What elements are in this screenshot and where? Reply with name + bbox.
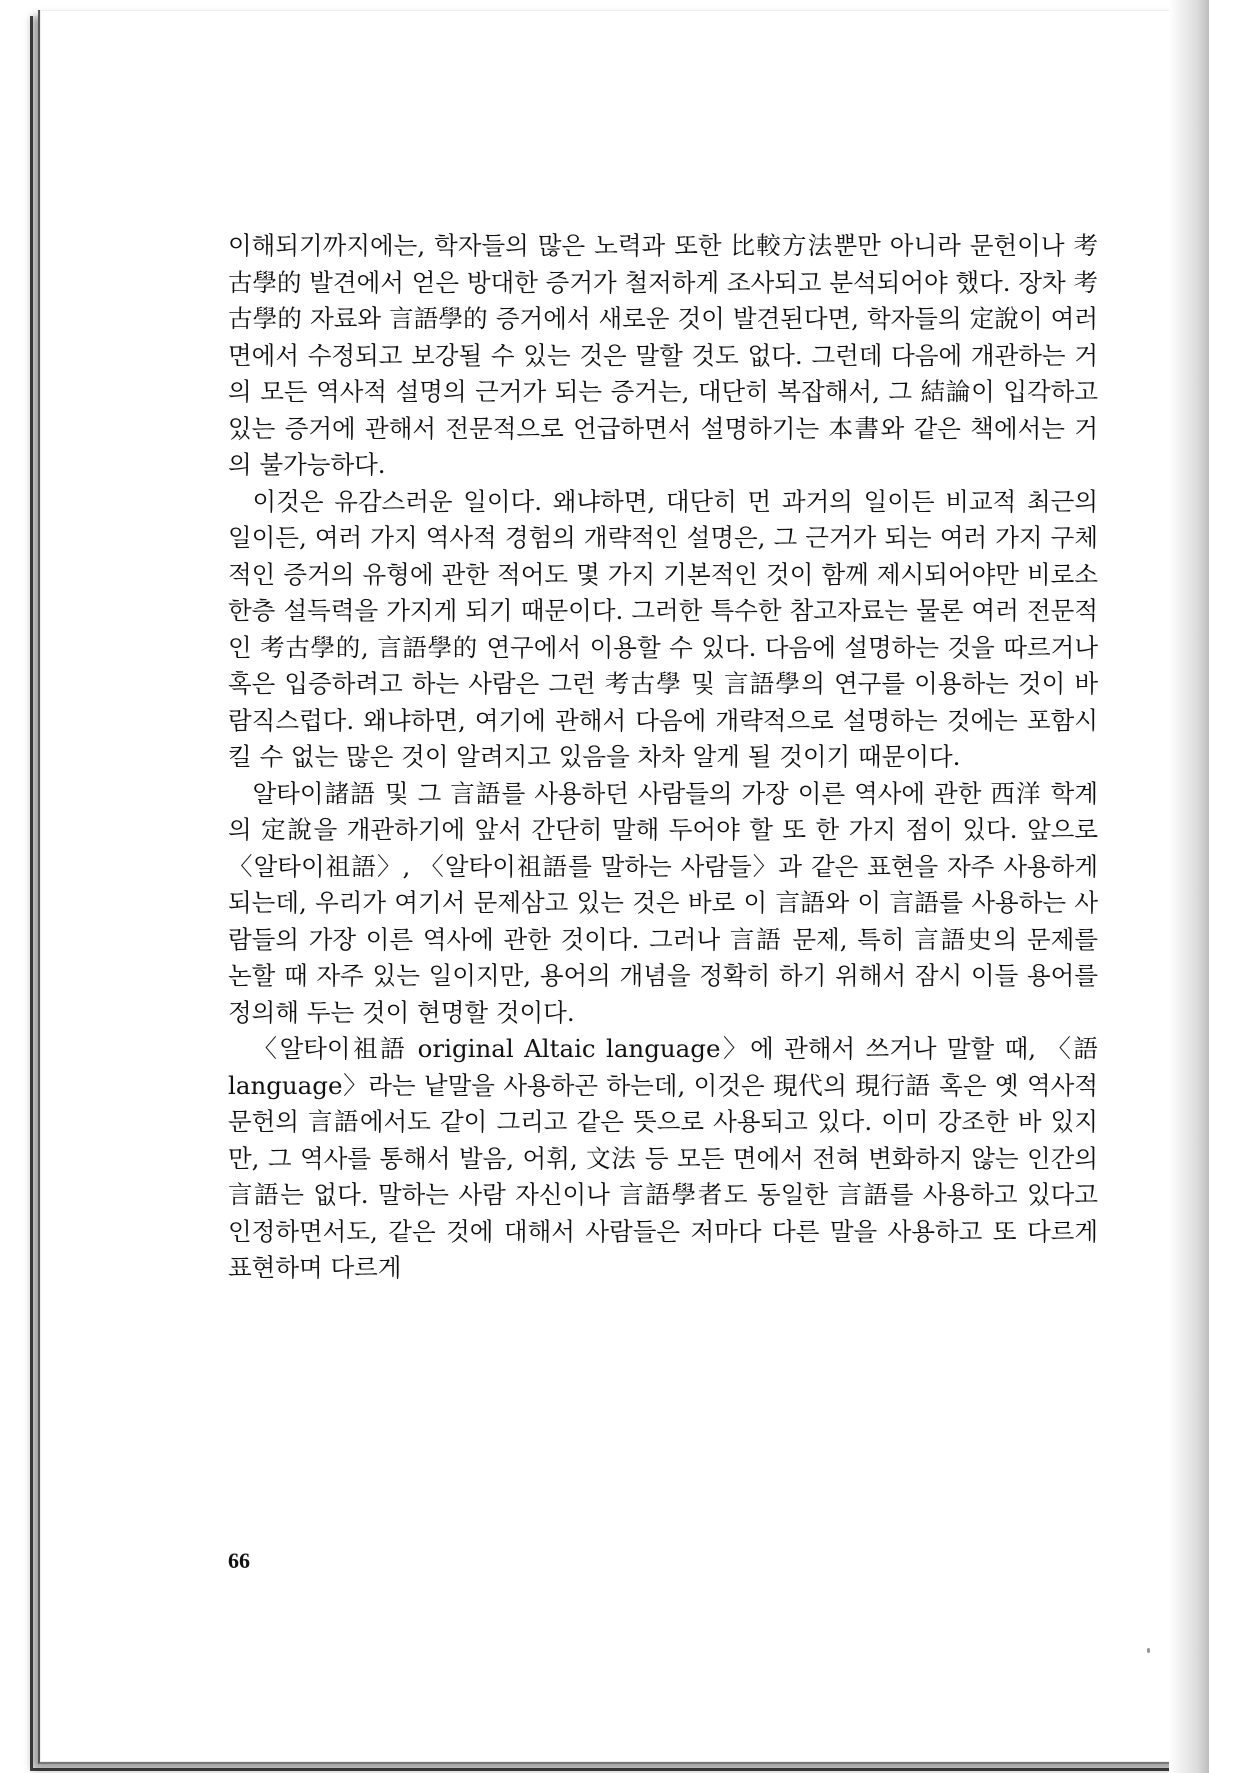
body-text (228, 228, 1098, 1287)
page-number: 66 (228, 1548, 250, 1573)
paragraph-2: 이것은 유감스러운 일이다. 왜냐하면, 대단히 먼 과거의 일이든 비교적 최근의 일이든, 여러 가지 역사적 경험의 개략적인 설명은, 그 근거가 되는 여러 가지 구체적인 증거의 유형에 관한 적어도 몇 가지 기본적인 것이 함께 제시되어야만 비로소 한층 설득력을 가지게 되기 때문이다. 그러한 특수한 참고자료는 물론 여러 전문적인 考古學的, 言語學的 연구에서 이용할 수 있다. 다음에 설명하는 것을 따르거나 혹은 입증하려고 하는 사람은 그런 考古學 및 言語學의 연구를 이용하는 것이 바람직스럽다. 왜냐하면, 여기에 관해서 다음에 개략적으로 설명하는 것에는 포함시킬 수 없는 많은 것이 알려지고 있음을 차차 알게 될 것이기 때문이다. (228, 486, 1098, 771)
paragraph-4: 〈알타이祖語 original Altaic language〉에 관해서 쓰거나 말할 때, 〈語 language〉라는 낱말을 사용하곤 하는데, 이것은 現代의 現行語 혹은 옛 역사적 문헌의 言語에서도 같이 그리고 같은 뜻으로 사용되고 있다. 이미 강조한 바 있지만, 그 역사를 통해서 발음, 어휘, 文法 등 모든 면에서 전혀 변화하지 않는 인간의 言語는 없다. 말하는 사람 자신이나 言語學者도 동일한 言語를 사용하고 있다고 인정하면서도, 같은 것에 대해서 사람들은 저마다 다른 말을 사용하고 또 다르게 표현하며 다르게 (228, 1034, 1098, 1282)
scan-speck (1147, 1648, 1150, 1653)
paragraph-3: 알타이諸語 및 그 言語를 사용하던 사람들의 가장 이른 역사에 관한 西洋 학계의 定說을 개관하기에 앞서 간단히 말해 두어야 할 또 한 가지 점이 있다. 앞으로 〈알타이祖語〉, 〈알타이祖語를 말하는 사람들〉과 같은 표현을 자주 사용하게 되는데, 우리가 여기서 문제삼고 있는 것은 바로 이 言語와 이 言語를 사용하는 사람들의 가장 이른 역사에 관한 것이다. 그러나 言語 문제, 특히 言語史의 문제를 논할 때 자주 있는 일이지만, 용어의 개념을 정확히 하기 위해서 잠시 이들 용어를 정의해 두는 것이 현명할 것이다. (228, 778, 1098, 1027)
paragraph-1: 이해되기까지에는, 학자들의 많은 노력과 또한 比較方法뿐만 아니라 문헌이나 考古學的 발견에서 얻은 방대한 증거가 철저하게 조사되고 분석되어야 했다. 장차 考古學的 자료와 言語學的 증거에서 새로운 것이 발견된다면, 학자들의 定說이 여러 면에서 수정되고 보강될 수 있는 것은 말할 것도 없다. 그런데 다음에 개관하는 거의 모든 역사적 설명의 근거가 되는 증거는, 대단히 복잡해서, 그 結論이 입각하고 있는 증거에 관해서 전문적으로 언급하면서 설명하기는 本書와 같은 책에서는 거의 불가능하다. (228, 231, 1099, 479)
page-gutter-shadow (1169, 0, 1209, 1773)
